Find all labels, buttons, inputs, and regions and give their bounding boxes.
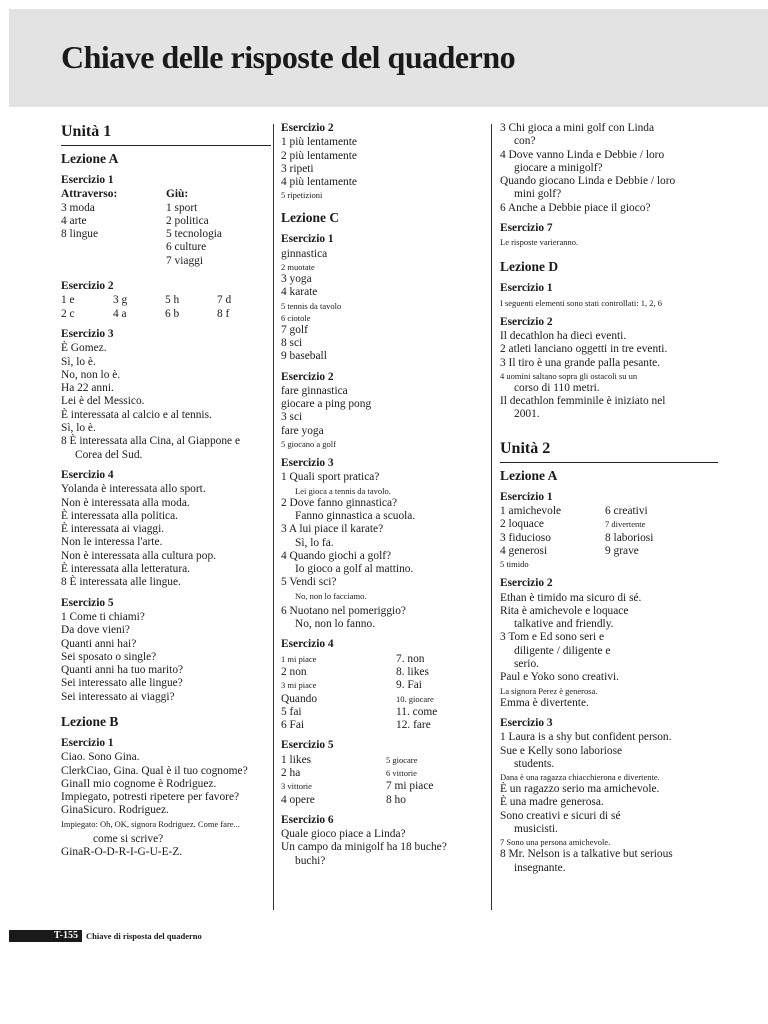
answer-line: 4 Dove vanno Linda e Debbie / loro: [500, 148, 665, 161]
answer-cell: 11. come: [396, 705, 438, 718]
answer-line: Quale gioco piace a Linda?: [281, 828, 406, 841]
answer-line: Sì, lo è.: [61, 355, 96, 368]
answer-cell: 1 likes: [281, 753, 312, 766]
answer-line-small: La signora Perez è generosa.: [500, 685, 598, 696]
answer-line: serio.: [514, 658, 539, 671]
column-1: [61, 122, 271, 859]
answer-line-small: I seguenti elementi sono stati controllati: 1, 2, 6: [500, 297, 662, 308]
answer-line: 1 Come ti chiami?: [61, 610, 145, 623]
esercizio-1-heading: Esercizio 1: [61, 736, 114, 749]
answer-cell: 2 loquace: [500, 518, 544, 531]
answer-line: No, non lo fanno.: [295, 618, 376, 631]
esercizio-1-heading: Esercizio 1: [500, 490, 553, 503]
answer-line: 2 più lentamente: [281, 149, 357, 162]
answer-line-small: Dana è una ragazza chiacchierona e divertente.: [500, 772, 660, 783]
answer-line: Emma è divertente.: [500, 696, 589, 709]
answer-line: 1 Quali sport pratica?: [281, 471, 380, 484]
lezione-a-heading: Lezione A: [61, 151, 119, 166]
answer-cell: Quando: [281, 692, 318, 705]
answer-line: Sì, lo è.: [61, 422, 96, 435]
answer-line: Sue e Kelly sono laboriose: [500, 744, 623, 757]
answer-line: Sei interessato ai viaggi?: [61, 690, 175, 703]
answer-line: GinaIl mio cognome è Rodriguez.: [61, 777, 217, 790]
esercizio-3-heading: Esercizio 3: [61, 327, 114, 340]
answer-line: Ciao. Sono Gina.: [61, 751, 140, 764]
answer-line: ClerkCiao, Gina. Qual è il tuo cognome?: [61, 764, 248, 777]
answer-cell: 1 amichevole: [500, 505, 562, 518]
answer-line: Rita è amichevole e loquace: [500, 604, 629, 617]
fill-in-answers: [281, 754, 471, 807]
answer-line: Io gioco a golf al mattino.: [295, 563, 414, 576]
esercizio-3-heading: Esercizio 3: [281, 457, 334, 470]
answer-line: 3 Il tiro è una grande palla pesante.: [500, 356, 661, 369]
answer-line-small: 5 tennis da tavolo: [281, 300, 342, 311]
answer-cell: 6 Fai: [281, 719, 305, 732]
answer-cell: 8. likes: [396, 665, 429, 678]
answer-line-small: No, non lo facciamo.: [295, 590, 367, 601]
answer-cell: 8 laboriosi: [605, 531, 654, 544]
answer-line: 8 Mr. Nelson is a talkative but serious: [500, 848, 673, 861]
esercizio-5-heading: Esercizio 5: [61, 596, 114, 609]
answer-line: buchi?: [295, 854, 326, 867]
answer-cell: 5 timido: [500, 559, 529, 570]
answer-line: Sei interessato alle lingue?: [61, 677, 183, 690]
answer-line: 3 A lui piace il karate?: [281, 523, 384, 536]
answer-line: Ha 22 anni.: [61, 382, 114, 395]
answer-line: diligente / diligente e: [514, 644, 611, 657]
answer-line: Quando giocano Linda e Debbie / loro: [500, 175, 676, 188]
unit-1-heading: Unità 1: [61, 122, 271, 146]
answer-cell: 3 mi piace: [281, 680, 317, 691]
answer-line: Da dove vieni?: [61, 624, 130, 637]
matching-answers: [61, 294, 271, 321]
answer-line-small: 5 ripetizioni: [281, 190, 323, 201]
answer-cell: 8 ho: [386, 793, 406, 806]
lezione-a-heading: Lezione A: [500, 467, 558, 483]
answer-cell: 12. fare: [396, 719, 431, 732]
answer-line: Non è interessata alla cultura pop.: [61, 549, 216, 562]
answer-line: Lei è del Messico.: [61, 395, 145, 408]
answer-cell: 1 e: [61, 294, 75, 307]
answer-line: 1 più lentamente: [281, 136, 357, 149]
answer-line: 8 È interessata alla Cina, al Giappone e: [61, 435, 241, 448]
esercizio-2-heading: Esercizio 2: [500, 577, 553, 590]
answer-line: ginnastica: [281, 247, 328, 260]
answer-line: con?: [514, 135, 536, 148]
esercizio-2-heading: Esercizio 2: [281, 370, 334, 383]
answer-cell: 7 d: [217, 294, 232, 307]
answer-line: students.: [514, 757, 555, 770]
esercizio-2-heading: Esercizio 2: [281, 122, 334, 134]
answer-cell: [605, 558, 710, 570]
answer-line: 3 yoga: [281, 273, 312, 286]
page-footer: [9, 930, 202, 942]
page-title: Chiave delle risposte del quaderno: [61, 39, 516, 75]
answer-line-small: 2 muotate: [281, 262, 315, 273]
answer-line: fare ginnastica: [281, 384, 348, 397]
answer-line: Sono creativi e sicuri di sé: [500, 809, 621, 822]
answer-cell: 6 creativi: [605, 505, 648, 518]
answer-line: GinaSicuro. Rodriguez.: [61, 804, 169, 817]
crossword-answers: [61, 188, 271, 268]
answer-line: talkative and friendly.: [514, 618, 614, 631]
answer-line-small: Impiegato: Oh, OK, signora Rodriguez. Come fare...: [61, 818, 240, 829]
answer-cell: 4 a: [113, 307, 127, 320]
answer-line: È interessata al calcio e al tennis.: [61, 408, 212, 421]
esercizio-4-heading: Esercizio 4: [61, 468, 114, 481]
answer-line: 2 Dove fanno ginnastica?: [281, 496, 398, 509]
answer-line: Fanno ginnastica a scuola.: [295, 509, 416, 522]
across-heading: Attraverso:: [61, 188, 118, 201]
answer-cell: 7 mi piace: [386, 780, 434, 793]
answer-line: Ethan è timido ma sicuro di sé.: [500, 591, 642, 604]
answer-cell: 2 c: [61, 307, 75, 320]
answer-line: Sei sposato o single?: [61, 650, 157, 663]
answer-line: 4 più lentamente: [281, 176, 357, 189]
answer-line: Sì, lo fa.: [295, 536, 334, 549]
answer-line: È interessata ai viaggi.: [61, 523, 165, 536]
esercizio-3-heading: Esercizio 3: [500, 716, 553, 729]
answer-cell: 10. giocare: [396, 693, 434, 704]
answer-line: 2 atleti lanciano oggetti in tre eventi.: [500, 343, 668, 356]
answer-line: Il decathlon ha dieci eventi.: [500, 329, 627, 342]
answer-line-small: 4 uomini saltano sopra gli ostacoli su un: [500, 370, 638, 381]
answer-line: 6 culture: [166, 241, 207, 254]
esercizio-1-heading: Esercizio 1: [281, 233, 334, 246]
answer-line: giocare a minigolf?: [514, 161, 603, 174]
answer-line-small: 6 ciotole: [281, 312, 311, 323]
esercizio-2-heading: Esercizio 2: [500, 315, 553, 328]
footer-label: Chiave di risposta del quaderno: [86, 931, 202, 941]
answer-cell: 4 generosi: [500, 544, 548, 557]
answer-cell: 3 fiducioso: [500, 531, 551, 544]
answer-line: 3 sci: [281, 411, 303, 424]
answer-cell: 3 g: [113, 294, 128, 307]
answer-line-small: 5 giocano a golf: [281, 439, 336, 450]
answer-line: 7 viaggi: [166, 254, 204, 267]
answer-cell: 3 vittorie: [281, 781, 312, 792]
answer-cell: 7 divertente: [605, 519, 646, 530]
esercizio-6-heading: Esercizio 6: [281, 813, 334, 826]
answer-cell: 6 b: [165, 307, 180, 320]
esercizio-5-heading: Esercizio 5: [281, 739, 334, 752]
down-heading: Giù:: [166, 188, 189, 201]
answer-line: 3 moda: [61, 201, 95, 214]
answer-line: 1 Laura is a shy but confident person.: [500, 731, 672, 744]
answer-line: 8 È interessata alle lingue.: [61, 576, 181, 589]
answer-line: corso di 110 metri.: [514, 381, 600, 394]
answer-line: 6 Anche a Debbie piace il gioco?: [500, 201, 651, 214]
answer-cell: 7. non: [396, 652, 425, 665]
esercizio-7-heading: Esercizio 7: [500, 222, 553, 235]
column-divider: [273, 124, 274, 910]
answer-line: Quanti anni ha tuo marito?: [61, 664, 184, 677]
answer-line: Quanti anni hai?: [61, 637, 137, 650]
fill-in-answers: [281, 653, 471, 733]
answer-line: Non le interessa l'arte.: [61, 536, 163, 549]
answer-line: 5 Vendi sci?: [281, 576, 337, 589]
answer-cell: 1 mi piace: [281, 653, 317, 664]
answer-line: È un ragazzo serio ma amichevole.: [500, 783, 660, 796]
column-divider: [491, 124, 492, 910]
answer-line-small: Lei gioca a tennis da tavolo.: [295, 485, 391, 496]
answer-line: Yolanda è interessata allo sport.: [61, 483, 206, 496]
answer-line: Impiegato, potresti ripetere per favore?: [61, 791, 240, 804]
answer-line: 5 tecnologia: [166, 228, 222, 241]
answer-cell: 8 f: [217, 307, 230, 320]
answer-cell: 5 fai: [281, 705, 302, 718]
lezione-b-heading: Lezione B: [61, 713, 119, 729]
answer-line: come si scrive?: [93, 832, 164, 845]
answer-cell: 2 non: [281, 665, 307, 678]
answer-line: È Gomez.: [61, 342, 107, 355]
answer-line: 8 sci: [281, 336, 303, 349]
page-number: T-155: [9, 930, 82, 942]
esercizio-4-heading: Esercizio 4: [281, 638, 334, 651]
answer-cell: 4 opere: [281, 793, 315, 806]
answer-line: 4 karate: [281, 286, 318, 299]
lezione-d-heading: Lezione D: [500, 259, 559, 275]
title-banner: [9, 9, 768, 107]
column-2: [281, 122, 471, 868]
esercizio-1-heading: Esercizio 1: [61, 174, 114, 186]
answer-line: 6 Nuotano nel pomeriggio?: [281, 604, 406, 617]
answer-line: 2 politica: [166, 214, 209, 227]
answer-line: Paul e Yoko sono creativi.: [500, 671, 619, 684]
answer-line: 3 Tom e Ed sono seri e: [500, 631, 605, 644]
answer-line: GinaR-O-D-R-I-G-U-E-Z.: [61, 846, 183, 859]
answer-line: musicisti.: [514, 822, 558, 835]
answer-line: 4 Quando giochi a golf?: [281, 549, 392, 562]
answer-line: Il decathlon femminile è iniziato nel: [500, 395, 666, 408]
answer-line: È una madre generosa.: [500, 796, 604, 809]
answer-line: insegnante.: [514, 861, 566, 874]
answer-cell: 9 grave: [605, 544, 639, 557]
answer-line: 3 Chi gioca a mini golf con Linda: [500, 122, 655, 134]
answer-line: Corea del Sud.: [75, 448, 143, 461]
unit-2-heading: Unità 2: [500, 439, 718, 463]
answer-line: 3 ripeti: [281, 162, 314, 175]
answer-cell: 2 ha: [281, 766, 301, 779]
answer-line: 2001.: [514, 408, 540, 421]
esercizio-2-heading: Esercizio 2: [61, 280, 114, 293]
answer-line-small: 7 Sono una persona amichevole.: [500, 837, 611, 848]
answer-line: Un campo da minigolf ha 18 buche?: [281, 841, 447, 854]
answer-line: No, non lo è.: [61, 368, 121, 381]
answer-cell: 6 vittorie: [386, 767, 417, 778]
answer-line: fare yoga: [281, 424, 324, 437]
answer-cell: 5 h: [165, 294, 180, 307]
answer-line: È interessata alla politica.: [61, 509, 179, 522]
answer-line: 1 sport: [166, 201, 198, 214]
answer-line: È interessata alla letteratura.: [61, 563, 191, 576]
vocabulary-answers: [500, 505, 718, 570]
esercizio-1-heading: Esercizio 1: [500, 282, 553, 295]
answer-line: 9 baseball: [281, 350, 327, 363]
answer-line: giocare a ping pong: [281, 398, 372, 411]
column-3: [500, 122, 718, 875]
answer-line: Non è interessata alla moda.: [61, 496, 190, 509]
answer-cell: 9. Fai: [396, 679, 422, 692]
answer-line: mini golf?: [514, 188, 562, 201]
lezione-c-heading: Lezione C: [281, 210, 340, 226]
answer-line: 7 golf: [281, 323, 308, 336]
answer-line: 8 lingue: [61, 228, 99, 241]
answer-line-small: Le risposte varieranno.: [500, 237, 579, 248]
answer-line: 4 arte: [61, 214, 87, 227]
answer-cell: 5 giocare: [386, 754, 418, 765]
